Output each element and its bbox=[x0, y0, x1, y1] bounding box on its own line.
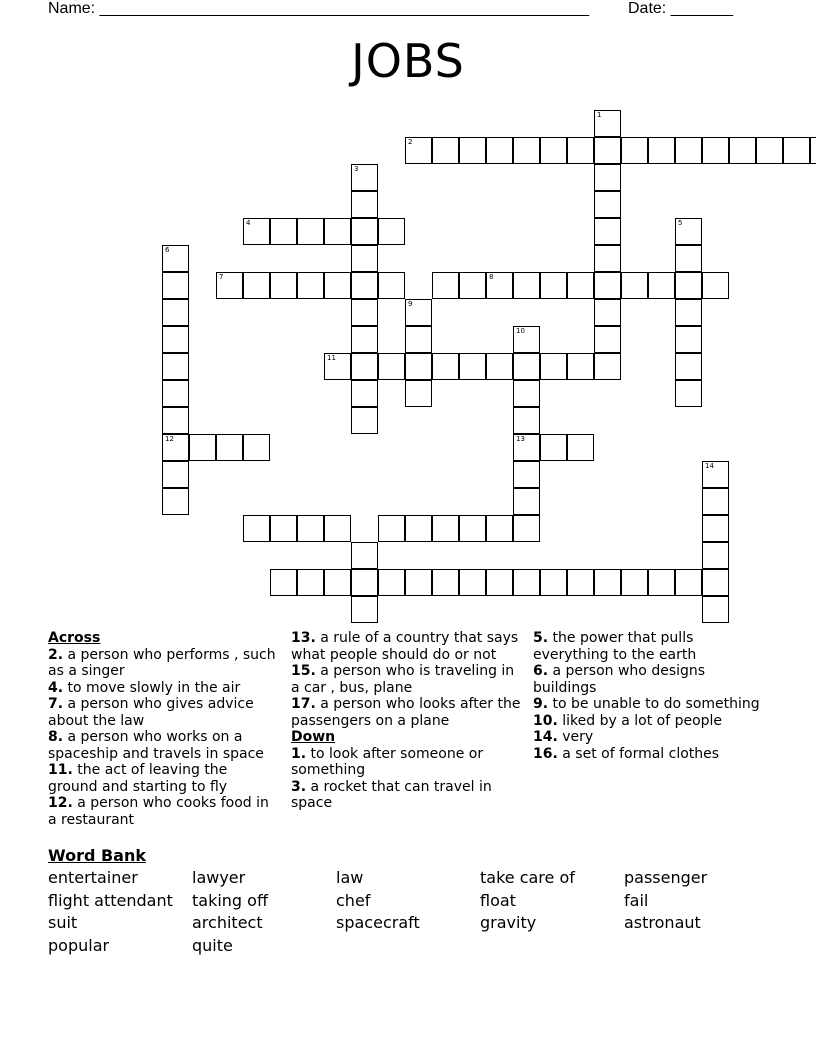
crossword-cell[interactable] bbox=[675, 137, 702, 164]
word-bank-item: float bbox=[480, 890, 516, 910]
crossword-cell[interactable] bbox=[783, 137, 810, 164]
crossword-cell[interactable] bbox=[513, 326, 540, 353]
clue-number: 2 bbox=[408, 138, 413, 146]
crossword-cell[interactable] bbox=[675, 245, 702, 272]
name-field[interactable]: Name: _______________________________________________________ bbox=[48, 0, 589, 17]
crossword-cell[interactable] bbox=[513, 380, 540, 407]
date-field[interactable]: Date: _______ bbox=[628, 0, 733, 17]
crossword-cell[interactable] bbox=[351, 569, 378, 596]
clue-number: 4 bbox=[246, 219, 251, 227]
clue-text: a person who looks after the passengers on a plane bbox=[291, 696, 521, 729]
crossword-cell[interactable] bbox=[351, 272, 378, 299]
crossword-cell[interactable] bbox=[378, 218, 405, 245]
crossword-cell[interactable] bbox=[567, 434, 594, 461]
crossword-cell[interactable] bbox=[216, 272, 243, 299]
clue bbox=[291, 779, 521, 812]
clues-column-3 bbox=[533, 630, 763, 762]
crossword-cell[interactable] bbox=[378, 272, 405, 299]
clue-number: 9. bbox=[533, 696, 549, 712]
crossword-cell[interactable] bbox=[675, 299, 702, 326]
crossword-cell[interactable] bbox=[351, 542, 378, 569]
across-heading: Across bbox=[48, 630, 101, 646]
crossword-cell[interactable] bbox=[702, 461, 729, 488]
crossword-cell[interactable] bbox=[405, 299, 432, 326]
clue-number: 7 bbox=[219, 273, 224, 281]
clue-text: a rule of a country that says what people should do or not bbox=[291, 630, 519, 663]
crossword-cell[interactable] bbox=[513, 461, 540, 488]
crossword-cell[interactable] bbox=[378, 515, 405, 542]
clue bbox=[48, 680, 278, 697]
clue-text: a set of formal clothes bbox=[557, 745, 720, 762]
crossword-cell[interactable] bbox=[486, 137, 513, 164]
crossword-cell[interactable] bbox=[243, 515, 270, 542]
crossword-cell[interactable] bbox=[702, 137, 729, 164]
crossword-cell[interactable] bbox=[675, 569, 702, 596]
crossword-cell[interactable] bbox=[351, 326, 378, 353]
crossword-cell[interactable] bbox=[513, 515, 540, 542]
crossword-cell[interactable] bbox=[162, 488, 189, 515]
crossword-cell[interactable] bbox=[162, 353, 189, 380]
clue bbox=[533, 663, 763, 696]
word-bank-item: quite bbox=[192, 936, 233, 956]
crossword-cell[interactable] bbox=[162, 380, 189, 407]
clue bbox=[533, 746, 763, 763]
crossword-cell[interactable] bbox=[297, 218, 324, 245]
clue-text: a person who gives advice about the law bbox=[48, 696, 254, 729]
clue bbox=[291, 696, 521, 729]
crossword-cell[interactable] bbox=[540, 272, 567, 299]
crossword-cell[interactable] bbox=[432, 569, 459, 596]
crossword-cell[interactable] bbox=[162, 299, 189, 326]
crossword-cell[interactable] bbox=[486, 272, 513, 299]
crossword-cell[interactable] bbox=[243, 434, 270, 461]
clue-number: 2. bbox=[48, 646, 64, 663]
crossword-cell[interactable] bbox=[432, 515, 459, 542]
clue bbox=[291, 663, 521, 696]
crossword-cell[interactable] bbox=[432, 137, 459, 164]
clue-number: 10 bbox=[516, 327, 525, 335]
clue-number: 6 bbox=[165, 246, 170, 254]
clue-text: to be unable to do something bbox=[548, 696, 760, 712]
crossword-cell[interactable] bbox=[297, 569, 324, 596]
word-bank-item: passenger bbox=[624, 868, 708, 887]
clue-text: the power that pulls everything to the earth bbox=[533, 630, 697, 663]
crossword-cell[interactable] bbox=[351, 218, 378, 245]
crossword-cell[interactable] bbox=[405, 380, 432, 407]
crossword-cell[interactable] bbox=[513, 569, 540, 596]
crossword-cell[interactable] bbox=[162, 434, 189, 461]
crossword-cell[interactable] bbox=[513, 434, 540, 461]
clue-number: 5. bbox=[533, 630, 549, 646]
crossword-cell[interactable] bbox=[594, 218, 621, 245]
clue bbox=[48, 795, 278, 828]
crossword-cell[interactable] bbox=[702, 272, 729, 299]
crossword-cell[interactable] bbox=[567, 272, 594, 299]
clue bbox=[48, 762, 278, 795]
clue bbox=[533, 630, 763, 663]
crossword-cell[interactable] bbox=[324, 218, 351, 245]
word-bank-item: suit bbox=[48, 913, 78, 933]
crossword-cell[interactable] bbox=[621, 272, 648, 299]
crossword-cell[interactable] bbox=[648, 272, 675, 299]
crossword-cell[interactable] bbox=[405, 353, 432, 380]
clue-text: a person who designs buildings bbox=[533, 663, 706, 696]
crossword-cell[interactable] bbox=[513, 272, 540, 299]
crossword-cell[interactable] bbox=[189, 434, 216, 461]
word-bank-item: entertainer bbox=[48, 868, 138, 887]
word-bank-item: flight attendant bbox=[48, 890, 173, 910]
crossword-cell[interactable] bbox=[162, 326, 189, 353]
crossword-cell[interactable] bbox=[162, 245, 189, 272]
crossword-cell[interactable] bbox=[324, 569, 351, 596]
word-bank-item: chef bbox=[336, 890, 371, 910]
crossword-cell[interactable] bbox=[351, 407, 378, 434]
crossword-cell[interactable] bbox=[567, 137, 594, 164]
crossword-cell[interactable] bbox=[540, 137, 567, 164]
word-bank-item: architect bbox=[192, 913, 263, 933]
crossword-cell[interactable] bbox=[621, 569, 648, 596]
clue-number: 1 bbox=[597, 111, 602, 119]
word-bank-item: popular bbox=[48, 936, 110, 956]
crossword-cell[interactable] bbox=[162, 407, 189, 434]
clue bbox=[533, 713, 763, 730]
crossword-cell[interactable] bbox=[486, 353, 513, 380]
crossword-cell[interactable] bbox=[648, 137, 675, 164]
clue-number: 1. bbox=[291, 745, 307, 762]
crossword-cell[interactable] bbox=[540, 353, 567, 380]
crossword-cell[interactable] bbox=[378, 569, 405, 596]
clue-text: to move slowly in the air bbox=[63, 679, 241, 696]
clue-number: 10. bbox=[533, 712, 558, 729]
crossword-cell[interactable] bbox=[351, 596, 378, 623]
crossword-cell[interactable] bbox=[594, 137, 621, 164]
clue-text: a person who performs , such as a singer bbox=[48, 646, 276, 679]
clue bbox=[291, 630, 521, 663]
clue-number: 12. bbox=[48, 795, 73, 811]
crossword-cell[interactable] bbox=[324, 272, 351, 299]
word-bank-item: lawyer bbox=[192, 868, 246, 887]
crossword-cell[interactable] bbox=[594, 299, 621, 326]
crossword-cell[interactable] bbox=[648, 569, 675, 596]
crossword-cell[interactable] bbox=[540, 569, 567, 596]
crossword-cell[interactable] bbox=[729, 137, 756, 164]
crossword-cell[interactable] bbox=[270, 218, 297, 245]
clue-number: 15. bbox=[291, 663, 316, 679]
clue bbox=[48, 696, 278, 729]
clue-number: 8 bbox=[489, 273, 494, 281]
crossword-cell[interactable] bbox=[351, 380, 378, 407]
crossword-cell[interactable] bbox=[675, 353, 702, 380]
crossword-cell[interactable] bbox=[486, 515, 513, 542]
crossword-cell[interactable] bbox=[702, 488, 729, 515]
crossword-cell[interactable] bbox=[243, 272, 270, 299]
clue-number: 11 bbox=[327, 354, 336, 362]
crossword-cell[interactable] bbox=[675, 380, 702, 407]
crossword-cell[interactable] bbox=[216, 434, 243, 461]
crossword-cell[interactable] bbox=[567, 353, 594, 380]
clue-number: 12 bbox=[165, 435, 174, 443]
across-clue-list bbox=[48, 647, 278, 829]
crossword-cell[interactable] bbox=[702, 569, 729, 596]
clue bbox=[48, 647, 278, 680]
clue-text: a person who cooks food in a restaurant bbox=[48, 795, 269, 828]
crossword-cell[interactable] bbox=[351, 353, 378, 380]
crossword-cell[interactable] bbox=[405, 515, 432, 542]
crossword-cell[interactable] bbox=[432, 353, 459, 380]
crossword-cell[interactable] bbox=[459, 272, 486, 299]
clue-text: a rocket that can travel in space bbox=[291, 778, 492, 811]
crossword-cell[interactable] bbox=[324, 353, 351, 380]
word-bank-item: take care of bbox=[480, 868, 575, 887]
crossword-cell[interactable] bbox=[594, 569, 621, 596]
clue-number: 6. bbox=[533, 663, 549, 679]
crossword-cell[interactable] bbox=[351, 245, 378, 272]
crossword-cell[interactable] bbox=[297, 515, 324, 542]
crossword-cell[interactable] bbox=[513, 488, 540, 515]
clue-number: 13 bbox=[516, 435, 525, 443]
crossword-cell[interactable] bbox=[702, 542, 729, 569]
crossword-cell[interactable] bbox=[702, 596, 729, 623]
word-bank-item: taking off bbox=[192, 890, 268, 910]
down-heading: Down bbox=[291, 729, 336, 745]
crossword-cell[interactable] bbox=[405, 137, 432, 164]
crossword-cell[interactable] bbox=[324, 515, 351, 542]
clue-number: 3 bbox=[354, 165, 359, 173]
crossword-cell[interactable] bbox=[459, 137, 486, 164]
crossword-cell[interactable] bbox=[351, 299, 378, 326]
crossword-cell[interactable] bbox=[432, 272, 459, 299]
clue-text: to look after someone or something bbox=[291, 745, 484, 778]
word-bank-item: law bbox=[336, 868, 364, 887]
crossword-cell[interactable] bbox=[594, 164, 621, 191]
crossword-cell[interactable] bbox=[594, 191, 621, 218]
crossword-cell[interactable] bbox=[810, 137, 816, 164]
word-bank-item: spacecraft bbox=[336, 913, 420, 933]
crossword-cell[interactable] bbox=[513, 353, 540, 380]
clue-number: 11. bbox=[48, 762, 73, 778]
crossword-cell[interactable] bbox=[513, 137, 540, 164]
crossword-cell[interactable] bbox=[486, 569, 513, 596]
crossword-cell[interactable] bbox=[378, 353, 405, 380]
word-bank-item: astronaut bbox=[624, 913, 701, 933]
crossword-cell[interactable] bbox=[594, 326, 621, 353]
clue-number: 3. bbox=[291, 778, 307, 795]
crossword-cell[interactable] bbox=[594, 272, 621, 299]
clue-number: 9 bbox=[408, 300, 413, 308]
clue-text: liked by a lot of people bbox=[557, 712, 723, 729]
crossword-cell[interactable] bbox=[459, 353, 486, 380]
word-bank-item: gravity bbox=[480, 913, 537, 933]
crossword-cell[interactable] bbox=[459, 569, 486, 596]
crossword-cell[interactable] bbox=[513, 407, 540, 434]
page-title: JOBS bbox=[351, 34, 465, 88]
clue bbox=[533, 729, 763, 746]
crossword-cell[interactable] bbox=[297, 272, 324, 299]
crossword-cell[interactable] bbox=[405, 569, 432, 596]
down-clue-list-continued bbox=[533, 630, 763, 762]
crossword-cell[interactable] bbox=[756, 137, 783, 164]
clue-number: 14 bbox=[705, 462, 714, 470]
clue-number: 16. bbox=[533, 745, 558, 762]
crossword-cell[interactable] bbox=[405, 326, 432, 353]
word-bank-item: fail bbox=[624, 890, 649, 910]
down-clue-list bbox=[291, 746, 521, 812]
clue bbox=[291, 746, 521, 779]
clue-text: a person who is traveling in a car , bus, plane bbox=[291, 663, 515, 696]
crossword-cell[interactable] bbox=[351, 191, 378, 218]
word-bank-title: Word Bank bbox=[48, 846, 147, 865]
clue-number: 8. bbox=[48, 729, 64, 745]
clue-text: the act of leaving the ground and starting to fly bbox=[48, 762, 228, 795]
crossword-cell[interactable] bbox=[270, 515, 297, 542]
clues-column-2 bbox=[291, 630, 521, 812]
crossword-cell[interactable] bbox=[621, 137, 648, 164]
crossword-cell[interactable] bbox=[459, 515, 486, 542]
crossword-cell[interactable] bbox=[243, 218, 270, 245]
crossword-cell[interactable] bbox=[594, 110, 621, 137]
crossword-cell[interactable] bbox=[162, 272, 189, 299]
clue bbox=[48, 729, 278, 762]
clue bbox=[533, 696, 763, 713]
clues-column-1 bbox=[48, 630, 278, 828]
clue-number: 17. bbox=[291, 696, 316, 712]
crossword-cell[interactable] bbox=[675, 326, 702, 353]
clue-text: a person who works on a spaceship and travels in space bbox=[48, 729, 264, 762]
crossword-cell[interactable] bbox=[270, 569, 297, 596]
clue-number: 5 bbox=[678, 219, 683, 227]
across-clue-list-continued bbox=[291, 630, 521, 729]
crossword-cell[interactable] bbox=[162, 461, 189, 488]
crossword-cell[interactable] bbox=[702, 515, 729, 542]
crossword-cell[interactable] bbox=[351, 164, 378, 191]
crossword-cell[interactable] bbox=[270, 272, 297, 299]
crossword-cell[interactable] bbox=[594, 245, 621, 272]
clue-text: very bbox=[557, 729, 594, 745]
crossword-cell[interactable] bbox=[594, 353, 621, 380]
crossword-cell[interactable] bbox=[675, 218, 702, 245]
clue-number: 4. bbox=[48, 679, 64, 696]
crossword-cell[interactable] bbox=[540, 434, 567, 461]
clue-number: 13. bbox=[291, 630, 316, 646]
clue-number: 7. bbox=[48, 696, 64, 712]
crossword-cell[interactable] bbox=[567, 569, 594, 596]
crossword-cell[interactable] bbox=[675, 272, 702, 299]
clue-number: 14. bbox=[533, 729, 558, 745]
